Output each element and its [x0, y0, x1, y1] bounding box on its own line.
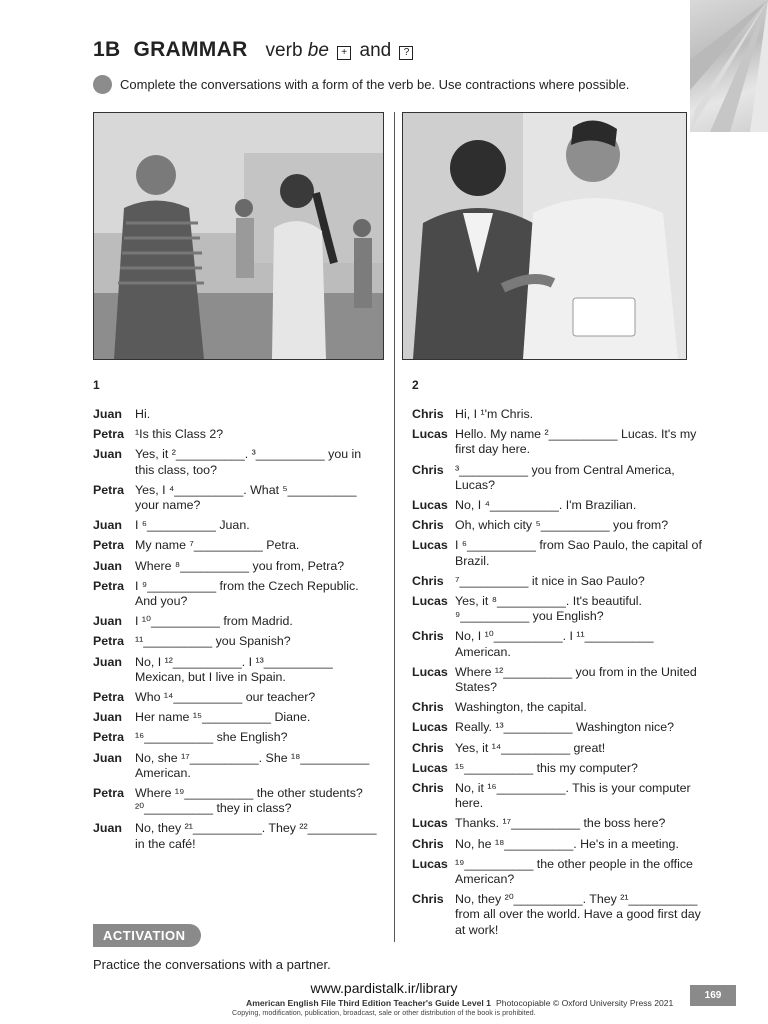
speaker-name: Lucas	[412, 664, 448, 679]
speaker-name: Juan	[93, 518, 122, 533]
dialogue-line	[93, 710, 383, 725]
speaker-name: Juan	[93, 558, 122, 573]
dialogue-line	[412, 574, 702, 589]
speaker-name: Petra	[93, 634, 124, 649]
dialogue-text: Her name ¹⁵__________ Diane.	[135, 710, 311, 725]
speaker-name: Chris	[412, 518, 444, 533]
conversation-2	[412, 407, 702, 943]
dialogue-text: ¹¹__________ you Spanish?	[135, 634, 291, 649]
dialogue-text: No, she ¹⁷__________. She ¹⁸__________ American.	[135, 750, 370, 780]
speaker-name: Lucas	[412, 856, 448, 871]
bullet-icon	[93, 75, 112, 94]
speaker-name: Chris	[412, 629, 444, 644]
speaker-name: Juan	[93, 614, 122, 629]
dialogue-text: No, I ¹²__________. I ¹³__________ Mexican, but I live in Spain.	[135, 654, 333, 684]
dialogue-line	[93, 447, 383, 477]
dialogue-line	[412, 741, 702, 756]
instruction	[93, 75, 629, 94]
page-number: 169	[690, 985, 736, 1006]
speaker-name: Lucas	[412, 498, 448, 513]
dialogue-line	[412, 720, 702, 735]
dialogue-text: Who ¹⁴__________ our teacher?	[135, 690, 316, 705]
source-url: www.pardistalk.ir/library	[310, 980, 458, 996]
speaker-name: Petra	[93, 482, 124, 497]
dialogue-text: I ⁹__________ from the Czech Republic. And you?	[135, 578, 359, 609]
dialogue-line	[412, 407, 702, 422]
dialogue-line	[93, 579, 383, 609]
speaker-name: Lucas	[412, 427, 448, 442]
photo-conversation-2	[402, 112, 687, 360]
dialogue-text: I ¹⁰__________ from Madrid.	[135, 614, 293, 629]
conversation-1	[93, 407, 383, 857]
dialogue-line	[412, 892, 702, 938]
speaker-name: Chris	[412, 740, 444, 755]
dialogue-line	[412, 781, 702, 811]
dialogue-line	[93, 559, 383, 574]
dialogue-text: No, I ⁴__________. I'm Brazilian.	[455, 498, 637, 513]
dialogue-line	[93, 407, 383, 422]
dialogue-text: Yes, I ⁴__________. What ⁵__________ your name?	[135, 482, 357, 513]
dialogue-text: Hello. My name ²__________ Lucas. It's my first day here.	[455, 427, 697, 457]
speaker-name: Petra	[93, 578, 124, 593]
dialogue-text: Where ¹⁹__________ the other students? ²⁰__________ they in class?	[135, 786, 363, 816]
dialogue-line	[412, 518, 702, 533]
dialogue-line	[93, 483, 383, 513]
section-topic: verb be + and ?	[266, 40, 417, 62]
dialogue-line	[93, 751, 383, 781]
speaker-name: Lucas	[412, 538, 448, 553]
dialogue-line	[412, 761, 702, 776]
dialogue-line	[412, 629, 702, 659]
speaker-name: Petra	[93, 427, 124, 442]
speaker-name: Juan	[93, 710, 122, 725]
dialogue-line	[93, 730, 383, 745]
legal-notice: Copying, modification, publication, broadcast, sale or other distribution of the book is prohibited.	[232, 1008, 536, 1017]
dialogue-line	[93, 518, 383, 533]
dialogue-text: Oh, which city ⁵__________ you from?	[455, 518, 669, 533]
speaker-name: Lucas	[412, 594, 448, 609]
dialogue-text: No, they ²⁰__________. They ²¹__________ from all over the world. Have a good first day at work!	[455, 892, 701, 937]
speaker-name: Chris	[412, 892, 444, 907]
speaker-name: Lucas	[412, 720, 448, 735]
dialogue-line	[93, 690, 383, 705]
dialogue-text: Where ¹²__________ you from in the United States?	[455, 664, 697, 695]
dialogue-text: No, I ¹⁰__________. I ¹¹__________ American.	[455, 629, 654, 659]
dialogue-line	[412, 463, 702, 493]
dialogue-line	[412, 498, 702, 513]
dialogue-line	[93, 538, 383, 553]
unit-code: 1B	[93, 38, 121, 61]
speaker-name: Petra	[93, 786, 124, 801]
speaker-name: Juan	[93, 407, 122, 421]
dialogue-text: Washington, the capital.	[455, 700, 587, 715]
activation-label: ACTIVATION	[93, 924, 201, 947]
dialogue-text: ¹⁶__________ she English?	[135, 730, 288, 745]
speaker-name: Lucas	[412, 760, 448, 775]
dialogue-line	[93, 614, 383, 629]
speaker-name: Chris	[412, 836, 444, 851]
activation-text: Practice the conversations with a partner.	[93, 957, 331, 972]
dialogue-line	[412, 665, 702, 695]
dialogue-text: Thanks. ¹⁷__________ the boss here?	[455, 816, 666, 831]
dialogue-line	[93, 655, 383, 685]
speaker-name: Petra	[93, 730, 124, 745]
dialogue-text: Hi.	[135, 407, 151, 421]
speaker-name: Chris	[412, 700, 444, 715]
dialogue-line	[412, 427, 702, 457]
question-symbol-icon: ?	[399, 46, 413, 60]
dialogue-line	[93, 427, 383, 442]
speaker-name: Juan	[93, 821, 122, 836]
speaker-name: Petra	[93, 538, 124, 553]
speaker-name: Juan	[93, 654, 122, 669]
dialogue-text: Really. ¹³__________ Washington nice?	[455, 720, 675, 735]
column-divider	[394, 112, 395, 942]
speaker-name: Chris	[412, 573, 444, 588]
dialogue-text: I ⁶__________ Juan.	[135, 518, 250, 533]
dialogue-text: ³__________ you from Central America, Lucas?	[455, 462, 675, 492]
speaker-name: Petra	[93, 690, 124, 705]
dialogue-line	[412, 700, 702, 715]
page-header	[93, 38, 416, 64]
dialogue-line	[412, 538, 702, 568]
dialogue-line	[412, 816, 702, 831]
book-title: American English File Third Edition Teacher's Guide Level 1	[246, 998, 491, 1008]
conversation-number-1: 1	[93, 378, 100, 392]
dialogue-line	[93, 821, 383, 851]
dialogue-text: No, they ²¹__________. They ²²__________ in the café!	[135, 821, 377, 851]
dialogue-text: Yes, it ¹⁴__________ great!	[455, 740, 606, 755]
dialogue-text: ⁷__________ it nice in Sao Paulo?	[455, 573, 645, 588]
speaker-name: Chris	[412, 462, 444, 477]
corner-decoration	[690, 0, 768, 132]
dialogue-text: ¹⁵__________ this my computer?	[455, 760, 638, 775]
dialogue-text: Yes, it ²__________. ³__________ you in this class, too?	[135, 447, 362, 477]
speaker-name: Chris	[412, 407, 444, 421]
dialogue-text: ¹⁹__________ the other people in the office American?	[455, 856, 693, 887]
dialogue-text: No, he ¹⁸__________. He's in a meeting.	[455, 836, 679, 851]
speaker-name: Chris	[412, 781, 444, 796]
copyright-notice: Photocopiable © Oxford University Press 2021	[496, 998, 674, 1008]
dialogue-text: I ⁶__________ from Sao Paulo, the capital of Brazil.	[455, 538, 702, 568]
section-category: GRAMMAR	[133, 38, 248, 61]
dialogue-text: Yes, it ⁸__________. It's beautiful. ⁹__________ you English?	[455, 594, 642, 624]
speaker-name: Juan	[93, 750, 122, 765]
dialogue-line	[412, 857, 702, 887]
dialogue-line	[93, 786, 383, 816]
instruction-text: Complete the conversations with a form of the verb be. Use contractions where possible.	[120, 77, 630, 92]
dialogue-line	[412, 594, 702, 624]
speaker-name: Lucas	[412, 816, 448, 831]
photo-conversation-1	[93, 112, 384, 360]
dialogue-line	[93, 634, 383, 649]
dialogue-text: Hi, I ¹'m Chris.	[455, 407, 534, 421]
dialogue-text: No, it ¹⁶__________. This is your computer here.	[455, 781, 691, 811]
dialogue-text: ¹Is this Class 2?	[135, 427, 224, 442]
dialogue-line	[412, 837, 702, 852]
dialogue-text: Where ⁸__________ you from, Petra?	[135, 558, 345, 573]
speaker-name: Juan	[93, 447, 122, 462]
dialogue-text: My name ⁷__________ Petra.	[135, 538, 300, 553]
positive-symbol-icon: +	[337, 46, 351, 60]
conversation-number-2: 2	[412, 378, 419, 392]
